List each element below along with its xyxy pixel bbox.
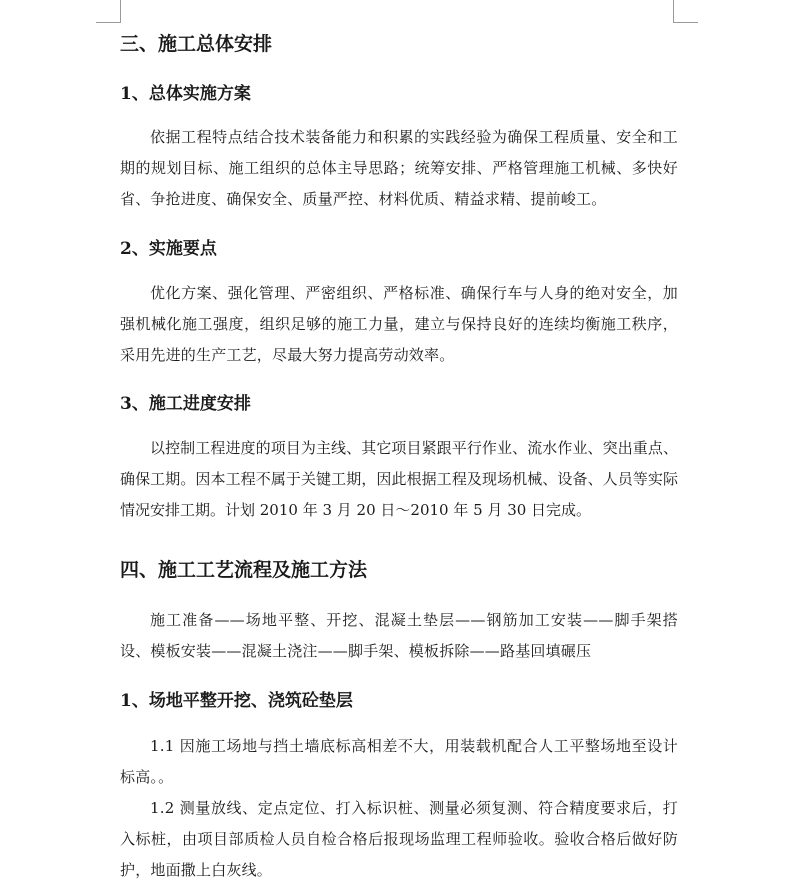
section-heading-3: 三、施工总体安排 (120, 33, 273, 55)
paragraph-schedule: 以控制工程进度的项目为主线、其它项目紧跟平行作业、流水作业、突出重点、确保工期。因本工程不属于关键工期，因此根据工程及现场机械、设备、人员等实际情况安排工期。计划 2010 年 3 月 20 日～2010 年 5 月 30 日完成。 (120, 439, 678, 519)
subheading-schedule: 3、施工进度安排 (120, 394, 251, 414)
subheading-overall-plan: 1、总体实施方案 (120, 84, 251, 104)
paragraph-overall-plan: 依据工程特点结合技术装备能力和积累的实践经验为确保工程质量、安全和工期的规划目标、施工组织的总体主导思路；统筹安排、严格管理施工机械、多快好省、争抢进度、确保安全、质量严控、材料优质、精益求精、提前峻工。 (120, 128, 678, 208)
crop-mark-left (96, 0, 121, 23)
section-heading-4: 四、施工工艺流程及施工方法 (120, 559, 368, 581)
paragraph-step-1-1: 1.1 因施工场地与挡土墙底标高相差不大，用装载机配合人工平整场地至设计标高。。 (120, 737, 678, 786)
paragraph-step-1-2: 1.2 测量放线、定点定位、打入标识桩、测量必须复测、符合精度要求后，打入标桩，由项目部质检人员自检合格后报现场监理工程师验收。验收合格后做好防护，地面撒上白灰线。 (120, 799, 678, 879)
paragraph-key-points: 优化方案、强化管理、严密组织、严格标准、确保行车与人身的绝对安全，加强机械化施工强度，组织足够的施工力量，建立与保持良好的连续均衡施工秩序，采用先进的生产工艺，尽最大努力提高劳动效率。 (120, 284, 678, 364)
subheading-site-leveling: 1、场地平整开挖、浇筑砼垫层 (120, 691, 353, 711)
subheading-key-points: 2、实施要点 (120, 239, 217, 259)
paragraph-process-flow: 施工准备——场地平整、开挖、混凝土垫层——钢筋加工安装——脚手架搭设、模板安装——混凝土浇注——脚手架、模板拆除——路基回填碾压 (120, 611, 678, 660)
crop-mark-right (673, 0, 698, 23)
